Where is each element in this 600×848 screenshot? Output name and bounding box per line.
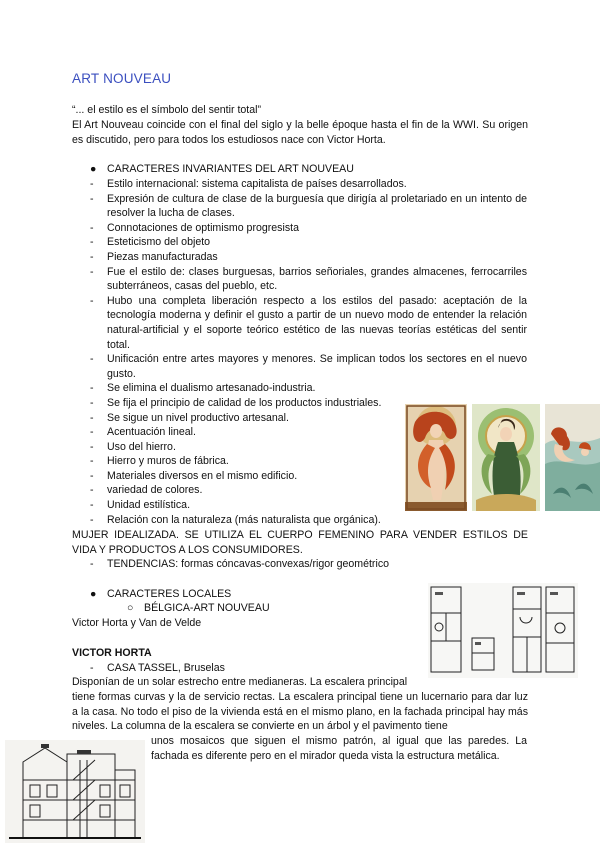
list-item: - Se fija el principio de calidad de los productos industriales. — [90, 396, 397, 411]
dash-icon: - — [90, 558, 94, 570]
tassel-line-1: Disponían de un solar estrecho entre medianeras. La escalera principal — [72, 676, 408, 688]
list-item: - Uso del hierro. — [90, 440, 397, 455]
quote: “... el estilo es el símbolo del sentir total” — [72, 104, 262, 116]
mujer-idealizada: MUJER IDEALIZADA. SE UTILIZA EL CUERPO FEMENINO PARA VENDER ESTILOS DE VIDA Y PRODUCTOS A LOS CONSUMIDORES. — [72, 529, 528, 556]
list-item: - Piezas manufacturadas — [90, 250, 527, 265]
dash-icon: - — [90, 662, 94, 674]
list-item: - Unidad estilística. — [90, 498, 397, 513]
list-item: - Estilo internacional: sistema capitalista de países desarrollados. — [90, 177, 527, 192]
list-item: - Connotaciones de optimismo progresista — [90, 221, 527, 236]
poster-illustrations — [405, 404, 600, 511]
floor-plans-drawing — [428, 583, 578, 678]
list-item: - Fue el estilo de: clases burguesas, barrios señoriales, grandes almacenes, ferrocarriles subterráneos, casas del pueblo, etc. — [90, 265, 527, 294]
authors-line: Victor Horta y Van de Velde — [72, 617, 202, 629]
bullet-icon: ● — [90, 163, 97, 175]
casa-tassel-section — [5, 740, 145, 843]
tassel-paragraph-tail: unos mosaicos que siguen el mismo patrón, al igual que las paredes. La fachada es diferente pero en el mirador queda vista la estructura metálica. — [151, 735, 527, 762]
list-item: - Expresión de cultura de clase de la burguesía que dirigía al proletariado en un intento de resolver la lucha de clases. — [90, 192, 527, 221]
circle-bullet-icon: ○ — [127, 602, 134, 614]
poster-mermaids — [545, 404, 600, 511]
page-title: ART NOUVEAU — [72, 71, 172, 86]
list-item: - Hubo una completa liberación respecto a los estilos del pasado: aceptación de la tecnología moderna y definir el gusto a partir de un nuevo modo de entender la relación natural-artificial y el soporte teórico estético de las nuevas teorías estéticas del sentir total. — [90, 294, 527, 352]
list-item: - Relación con la naturaleza (más naturalista que orgánica). — [90, 513, 427, 528]
list-item: - Hierro y muros de fábrica. — [90, 454, 397, 469]
list-item: - Acentuación lineal. — [90, 425, 397, 440]
list-item: - variedad de colores. — [90, 483, 397, 498]
art-nouveau-posters — [405, 404, 600, 511]
poster-woman-green-halo — [472, 404, 540, 511]
poster-woman-red-hair — [405, 404, 467, 511]
victor-horta-heading: VICTOR HORTA — [72, 647, 152, 659]
list-item: - Esteticismo del objeto — [90, 235, 527, 250]
tassel-paragraph: tiene formas curvas y la de servicio rectas. La escalera principal tiene un lucernario para dar luz a la casa. No todo el piso de la vivienda está en el mismo plano, en la fachada principal hay más niveles. La columna de la escalera se convierte en un árbol y el pavimento tiene — [72, 691, 528, 733]
bullet-icon: ● — [90, 588, 97, 600]
list-item: - Unificación entre artes mayores y menores. Se implican todos los sectores en el nuevo gusto. — [90, 352, 527, 381]
section-drawing-image — [5, 740, 145, 843]
list-item: - Se sigue un nivel productivo artesanal. — [90, 411, 397, 426]
list-item: - Materiales diversos en el mismo edificio. — [90, 469, 397, 484]
list-item: - Se elimina el dualismo artesanado-industria. — [90, 381, 397, 396]
floor-plans-image — [428, 583, 578, 678]
intro-paragraph: El Art Nouveau coincide con el final del siglo y la belle époque hasta el fin de la WWI. Su origen es discutido, pero para todos los estudiosos nace con Victor Horta. — [72, 119, 528, 146]
